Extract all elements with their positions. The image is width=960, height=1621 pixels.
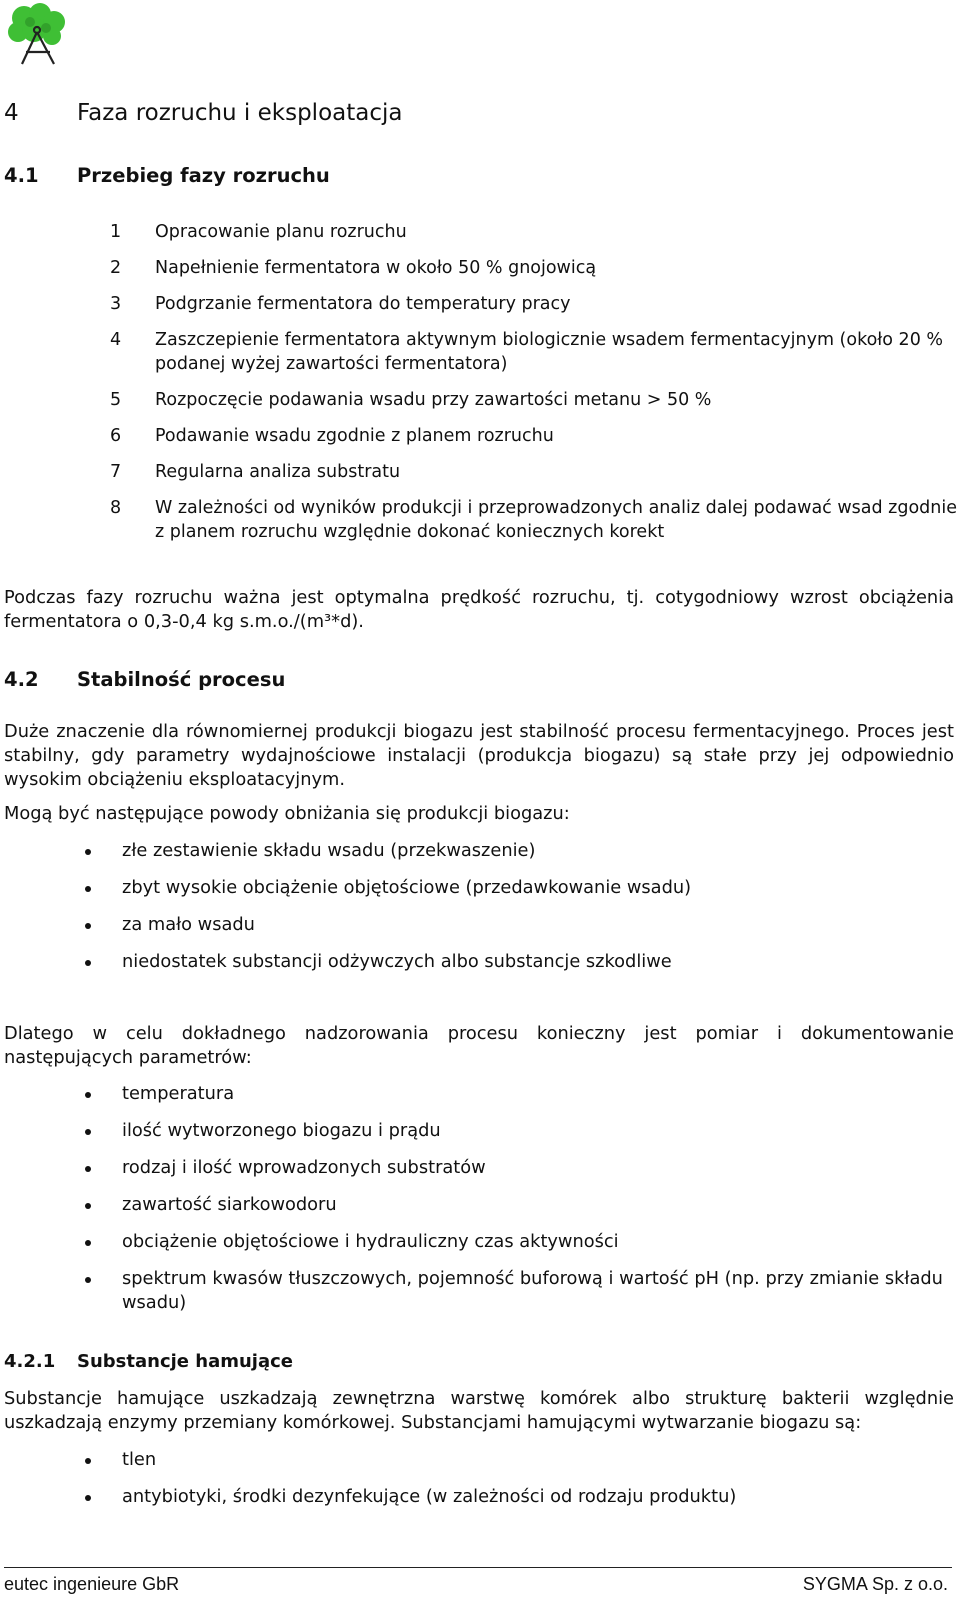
chapter-number: 4: [4, 100, 19, 126]
bullet-icon: [85, 1277, 91, 1283]
list-item: ilość wytworzonego biogazu i prądu: [82, 1119, 952, 1143]
list-item: 2 Napełnienie fermentatora w około 50 % gnojowicą: [110, 258, 597, 278]
inhibitors-intro-paragraph: Substancje hamujące uszkadzają zewnętrzna warstwę komórek albo strukturę bakterii względnie uszkadzają enzymy przemiany komórkowej. Substancjami hamującymi wytwarzanie biogazu są:: [4, 1388, 954, 1433]
bullet-icon: [85, 960, 91, 966]
list-item: rodzaj i ilość wprowadzonych substratów: [82, 1156, 952, 1180]
list-item: 6 Podawanie wsadu zgodnie z planem rozruchu: [110, 426, 554, 446]
causes-lead-paragraph: Mogą być następujące powody obniżania się produkcji biogazu:: [4, 803, 570, 824]
list-item: spektrum kwasów tłuszczowych, pojemność buforową i wartość pH (np. przy zmianie składu wsadu): [82, 1267, 952, 1315]
list-item: za mało wsadu: [82, 913, 952, 937]
bullet-icon: [85, 923, 91, 929]
list-item: 4 Zaszczepienie fermentatora aktywnym biologicznie wsadem fermentacyjnym (około 20 % podanej wyżej zawartości fermentatora): [110, 330, 944, 374]
list-item: złe zestawienie składu wsadu (przekwaszenie): [82, 839, 952, 863]
startup-note-paragraph: Podczas fazy rozruchu ważna jest optymalna prędkość rozruchu, tj. cotygodniowy wzrost obciążenia fermentatora o 0,3-0,4 kg s.m.o./(m³*d).: [4, 587, 954, 632]
stability-intro-paragraph: Duże znaczenie dla równomiernej produkcji biogazu jest stabilność procesu fermentacyjnego. Proces jest stabilny, gdy parametry wydajnościowe instalacji (produkcja biogazu) są stałe przy jej odpowiednio wysokim obciążeniu eksploatacyjnym.: [4, 721, 954, 790]
causes-list: [82, 839, 952, 987]
bullet-icon: [85, 1129, 91, 1135]
list-item: obciążenie objętościowe i hydrauliczny czas aktywności: [82, 1230, 952, 1254]
list-item: 8 W zależności od wyników produkcji i przeprowadzonych analiz dalej podawać wsad zgodnie z planem rozruchu względnie dokonać koniecznych korekt: [110, 498, 958, 542]
list-item: zbyt wysokie obciążenie objętościowe (przedawkowanie wsadu): [82, 876, 952, 900]
bullet-icon: [85, 1166, 91, 1172]
footer-left-text: eutec ingenieure GbR: [4, 1574, 180, 1594]
bullet-icon: [85, 1240, 91, 1246]
chapter-title: Faza rozruchu i eksploatacja: [77, 100, 403, 126]
list-item: tlen: [82, 1448, 952, 1472]
list-item: 5 Rozpoczęcie podawania wsadu przy zawartości metanu > 50 %: [110, 390, 712, 410]
bullet-icon: [85, 1203, 91, 1209]
list-item: antybiotyki, środki dezynfekujące (w zależności od rodzaju produktu): [82, 1485, 952, 1509]
footer-right-text: SYGMA Sp. z o.o.: [802, 1574, 948, 1594]
inhibitors-list: [82, 1448, 952, 1522]
bullet-icon: [85, 1092, 91, 1098]
bullet-icon: [85, 886, 91, 892]
list-item: zawartość siarkowodoru: [82, 1193, 952, 1217]
section-heading-4-1: 4.1 Przebieg fazy rozruchu: [4, 164, 330, 187]
section-heading-4-2: 4.2 Stabilność procesu: [4, 668, 286, 691]
company-logo: [4, 2, 70, 66]
list-item: 7 Regularna analiza substratu: [110, 462, 401, 482]
list-item: niedostatek substancji odżywczych albo substancje szkodliwe: [82, 950, 952, 974]
bullet-icon: [85, 1495, 91, 1501]
parameters-list: [82, 1082, 952, 1328]
subsection-heading-4-2-1: 4.2.1 Substancje hamujące: [4, 1351, 293, 1372]
list-item: 1 Opracowanie planu rozruchu: [110, 222, 407, 242]
list-item: 3 Podgrzanie fermentatora do temperatury pracy: [110, 294, 571, 314]
footer-divider: [4, 1567, 952, 1568]
startup-steps-list: [110, 220, 960, 556]
params-lead-paragraph: Dlatego w celu dokładnego nadzorowania procesu konieczny jest pomiar i dokumentowanie następujących parametrów:: [4, 1023, 954, 1068]
chapter-heading: [4, 100, 402, 126]
bullet-icon: [85, 849, 91, 855]
list-item: temperatura: [82, 1082, 952, 1106]
bullet-icon: [85, 1458, 91, 1464]
